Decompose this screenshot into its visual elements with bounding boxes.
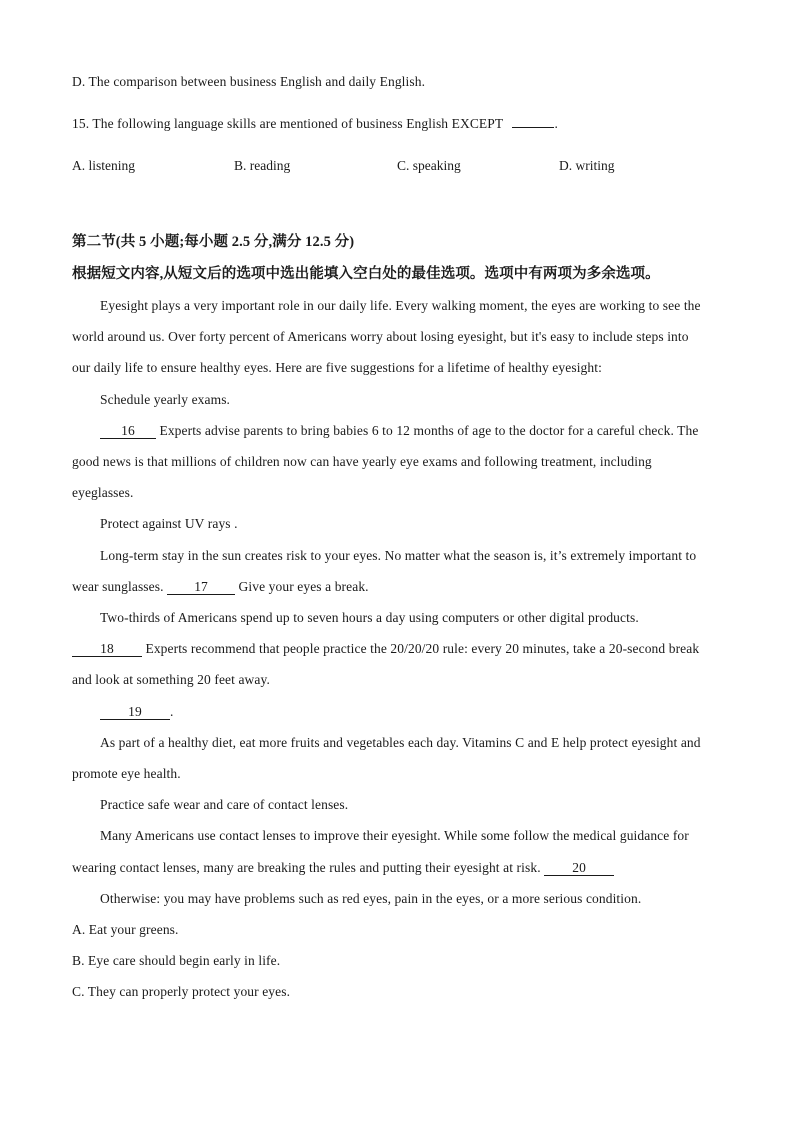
passage-line: Many Americans use contact lenses to improve their eyesight. While some follow the medical guidance for (100, 828, 689, 843)
passage-line-19 (100, 702, 173, 722)
passage-line-17 (72, 577, 369, 597)
passage-line: eyeglasses. (72, 485, 134, 500)
passage-text: Give your eyes a break. (235, 579, 369, 594)
passage-line: Otherwise: you may have problems such as red eyes, pain in the eyes, or a more serious condition. (100, 891, 642, 906)
passage-text: . (170, 704, 174, 719)
passage-text: wearing contact lenses, many are breaking the rules and putting their eyesight at risk. (72, 860, 545, 875)
q15-blank (512, 127, 554, 128)
answer-option-a: A. Eat your greens. (72, 922, 179, 937)
passage-subheading: Practice safe wear and care of contact lenses. (100, 797, 349, 812)
passage-text: Experts advise parents to bring babies 6 to 12 months of age to the doctor for a careful check. The (156, 423, 699, 438)
passage-line-16 (100, 421, 698, 441)
passage-line: and look at something 20 feet away. (72, 672, 270, 687)
q15-stem-line (72, 114, 558, 134)
q14-option-d: D. The comparison between business English and daily English. (72, 74, 426, 89)
passage-line: As part of a healthy diet, eat more fruits and vegetables each day. Vitamins C and E help protect eyesight and (100, 735, 701, 750)
passage-subheading: Protect against UV rays . (100, 516, 238, 531)
q15-option-d: D. writing (559, 158, 615, 173)
q15-option-a: A. listening (72, 158, 135, 173)
blank-19: 19 (100, 704, 170, 720)
q15-stem: 15. The following language skills are mentioned of business English EXCEPT (72, 116, 503, 131)
passage-line-20 (72, 858, 614, 878)
section-heading: 第二节(共 5 小题;每小题 2.5 分,满分 12.5 分) (72, 234, 355, 250)
q15-option-b: B. reading (234, 158, 291, 173)
passage-line: world around us. Over forty percent of Americans worry about losing eyesight, but it's easy to include steps into (72, 329, 689, 344)
blank-17: 17 (167, 579, 235, 595)
passage-line: good news is that millions of children now can have yearly eye exams and following treatment, including (72, 454, 652, 469)
passage-text: wear sunglasses. (72, 579, 168, 594)
blank-18: 18 (72, 641, 142, 657)
section-instruction: 根据短文内容,从短文后的选项中选出能填入空白处的最佳选项。选项中有两项为多余选项。 (72, 266, 660, 282)
answer-option-c: C. They can properly protect your eyes. (72, 984, 291, 999)
passage-line: Eyesight plays a very important role in our daily life. Every walking moment, the eyes are working to see the (100, 298, 701, 313)
blank-20: 20 (544, 860, 614, 876)
passage-line-18 (72, 639, 699, 659)
answer-option-b: B. Eye care should begin early in life. (72, 953, 281, 968)
passage-line: promote eye health. (72, 766, 181, 781)
passage-text: Experts recommend that people practice the 20/20/20 rule: every 20 minutes, take a 20-second break (142, 641, 700, 656)
passage-line: Two-thirds of Americans spend up to seven hours a day using computers or other digital products. (100, 610, 639, 625)
q15-period: . (554, 116, 558, 131)
blank-16: 16 (100, 423, 156, 439)
q15-option-c: C. speaking (397, 158, 461, 173)
passage-line: Long-term stay in the sun creates risk to your eyes. No matter what the season is, it’s extremely important to (100, 548, 697, 563)
passage-line: our daily life to ensure healthy eyes. Here are five suggestions for a lifetime of healthy eyesight: (72, 360, 602, 375)
passage-subheading: Schedule yearly exams. (100, 392, 231, 407)
